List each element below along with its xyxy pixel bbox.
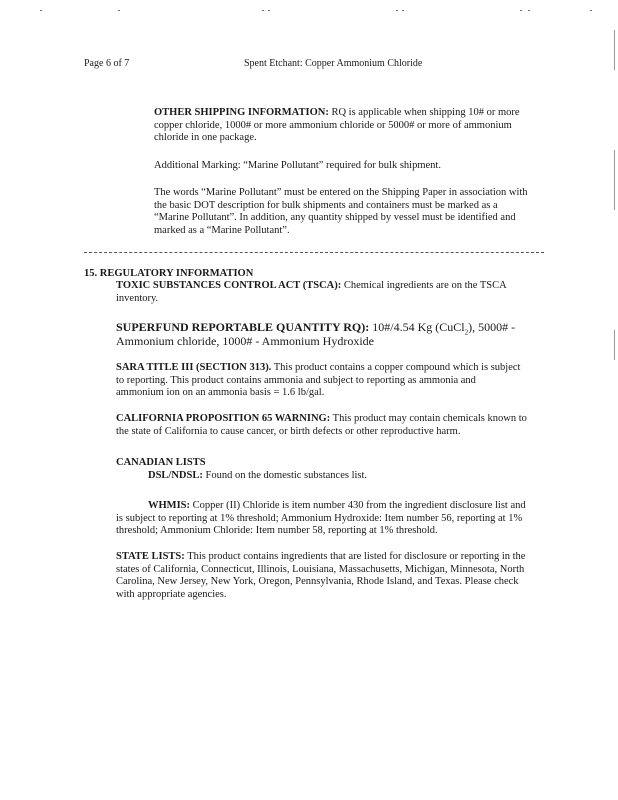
scan-speck <box>520 10 522 11</box>
superfund-heading: SUPERFUND REPORTABLE QUANTITY RQ): <box>116 320 370 334</box>
whmis-text: Copper (II) Chloride is item number 430 from the ingredient disclosure list and is subject to reporting at 1% threshold; Ammonium Hydroxide: Item number 56, reporting at 1% threshold; Ammonium Chloride: Item number 58, reporting at 1% threshold. <box>116 500 526 537</box>
california-text: This product may contain chemicals known to the state of California to cause cancer, or birth defects or other reproductive harm. <box>116 413 527 437</box>
other-shipping-paragraph <box>154 107 534 145</box>
scan-speck <box>590 10 592 11</box>
scan-speck <box>40 10 42 11</box>
superfund-paragraph <box>116 320 536 348</box>
page-number: Page 6 of 7 <box>84 58 130 69</box>
state-lists-text: This product contains ingredients that are listed for disclosure or reporting in the states of California, Connecticut, Illinois, Louisiana, Massachusetts, Michigan, Minnesota, North Carolina, New Jersey, New York, Oregon, Pennsylvania, Rhode Island, and Texas. Please check with appropriate agencies. <box>116 551 526 600</box>
superfund-subscript: 2 <box>464 328 469 337</box>
scan-edge-mark <box>614 330 615 360</box>
dsl-paragraph <box>148 470 528 483</box>
canadian-lists-heading: CANADIAN LISTS <box>116 457 206 468</box>
sara-paragraph <box>116 362 526 400</box>
scan-speck <box>262 10 264 11</box>
additional-marking-label: Additional Marking: <box>154 160 241 171</box>
sara-text: This product contains a copper compound which is subject to reporting. This product contains ammonia and subject to reporting as ammonia and ammonium ion on an ammonia basis = 1.6 lb/gal. <box>116 362 521 399</box>
state-lists-heading: STATE LISTS: <box>116 551 185 562</box>
whmis-paragraph <box>116 500 531 538</box>
scan-speck <box>396 10 398 11</box>
section-divider <box>84 252 544 253</box>
state-lists-paragraph <box>116 551 536 601</box>
superfund-text-b: ), 5000# - Ammonium chloride, 1000# - Ammonium Hydroxide <box>116 320 516 348</box>
additional-marking-paragraph <box>154 160 534 173</box>
scan-speck <box>268 10 270 11</box>
sara-heading: SARA TITLE III (SECTION 313). <box>116 362 272 373</box>
other-shipping-heading: OTHER SHIPPING INFORMATION: <box>154 107 329 118</box>
scan-speck <box>402 10 404 11</box>
whmis-heading: WHMIS: <box>148 500 190 511</box>
scan-speck <box>528 10 530 11</box>
scan-edge-mark <box>614 30 615 70</box>
marine-pollutant-paragraph: The words “Marine Pollutant” must be entered on the Shipping Paper in association with the basic DOT description for bulk shipments and containers must be marked as a “Marine Pollutant”. In addition, any quantity shipped by vessel must be identified and marked as a “Marine Pollutant”. <box>154 187 528 236</box>
california-paragraph <box>116 413 531 438</box>
tsca-paragraph <box>116 280 516 305</box>
scan-speck <box>118 10 120 11</box>
tsca-heading: TOXIC SUBSTANCES CONTROL ACT (TSCA): <box>116 280 342 291</box>
dsl-heading: DSL/NDSL: <box>148 470 203 481</box>
superfund-text-a: 10#/4.54 Kg (CuCl <box>369 320 465 334</box>
tsca-text: Chemical ingredients are on the TSCA inventory. <box>116 280 507 304</box>
other-shipping-text: RQ is applicable when shipping 10# or more copper chloride, 1000# or more ammonium chloride or 5000# or more of ammonium chloride in one package. <box>154 107 520 144</box>
additional-marking-text: “Marine Pollutant” required for bulk shipment. <box>240 160 441 171</box>
california-heading: CALIFORNIA PROPOSITION 65 WARNING: <box>116 413 331 424</box>
document-title: Spent Etchant: Copper Ammonium Chloride <box>244 58 423 69</box>
dsl-text: Found on the domestic substances list. <box>202 470 368 481</box>
scan-edge-mark <box>614 150 615 210</box>
section-15-title: 15. REGULATORY INFORMATION <box>84 268 254 279</box>
